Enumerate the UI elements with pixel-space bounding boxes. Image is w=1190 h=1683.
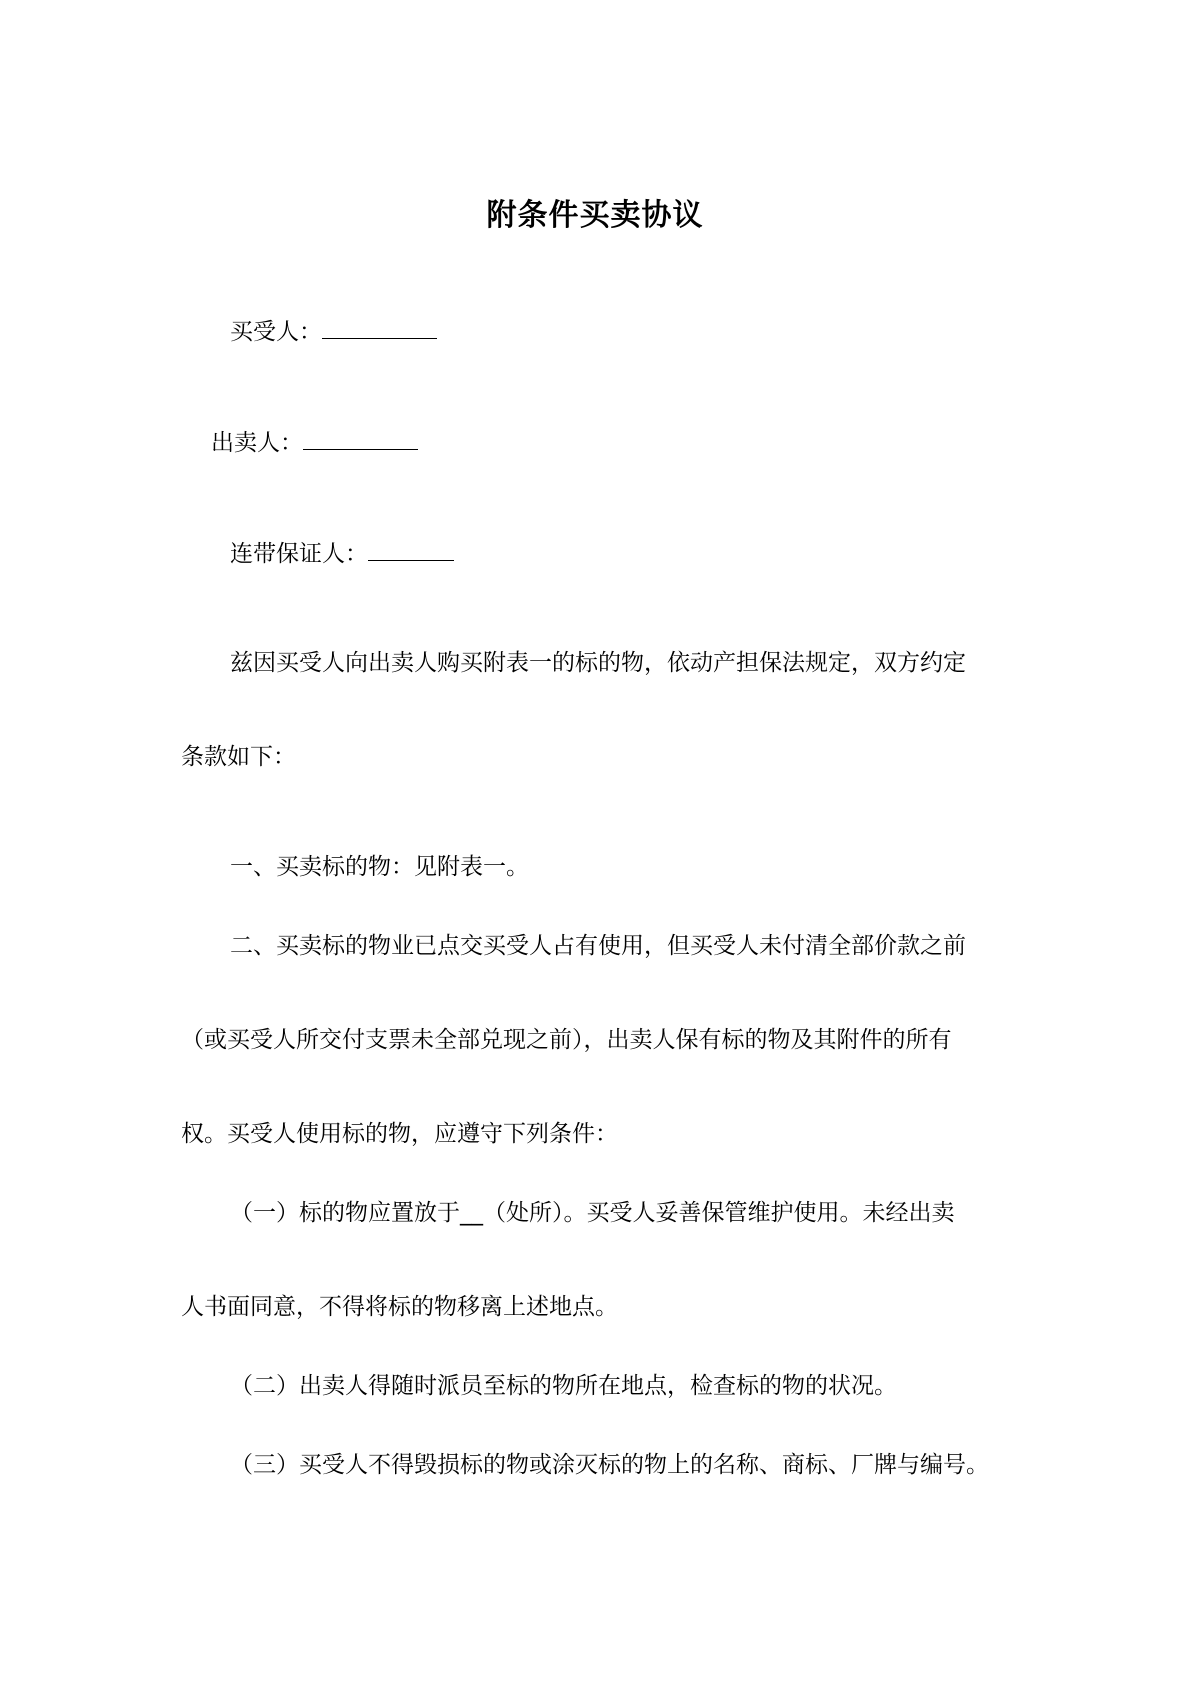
guarantor-blank [368,538,454,561]
document-title: 附条件买卖协议 [486,198,704,233]
seller-line [211,427,418,458]
clause-2-line-1: 二、买卖标的物业已点交买受人占有使用，但买受人未付清全部价款之前 [230,933,966,959]
clause-2-line-3: 权。买受人使用标的物，应遵守下列条件： [181,1121,618,1147]
clause-1: 一、买卖标的物：见附表一。 [230,854,529,880]
sub-clause-2: （二）出卖人得随时派员至标的物所在地点，检查标的物的状况。 [230,1373,897,1399]
preamble-line-2: 条款如下： [181,744,296,770]
sub-clause-1-line-2: 人书面同意，不得将标的物移离上述地点。 [181,1294,618,1320]
clause-2-line-2: （或买受人所交付支票未全部兑现之前），出卖人保有标的物及其附件的所有 [181,1027,952,1053]
sub-clause-3: （三）买受人不得毁损标的物或涂灭标的物上的名称、商标、厂牌与编号。 [230,1452,989,1478]
seller-blank [303,427,418,450]
guarantor-label: 连带保证人： [230,541,368,567]
buyer-line [230,316,437,347]
buyer-label: 买受人： [230,319,322,345]
seller-label: 出卖人： [211,430,303,456]
sub-clause-1-line-1: （一）标的物应置放于__（处所）。买受人妥善保管维护使用。未经出卖 [230,1200,955,1226]
buyer-blank [322,316,437,339]
preamble-line-1: 兹因买受人向出卖人购买附表一的标的物，依动产担保法规定，双方约定 [230,650,966,676]
guarantor-line [230,538,454,569]
